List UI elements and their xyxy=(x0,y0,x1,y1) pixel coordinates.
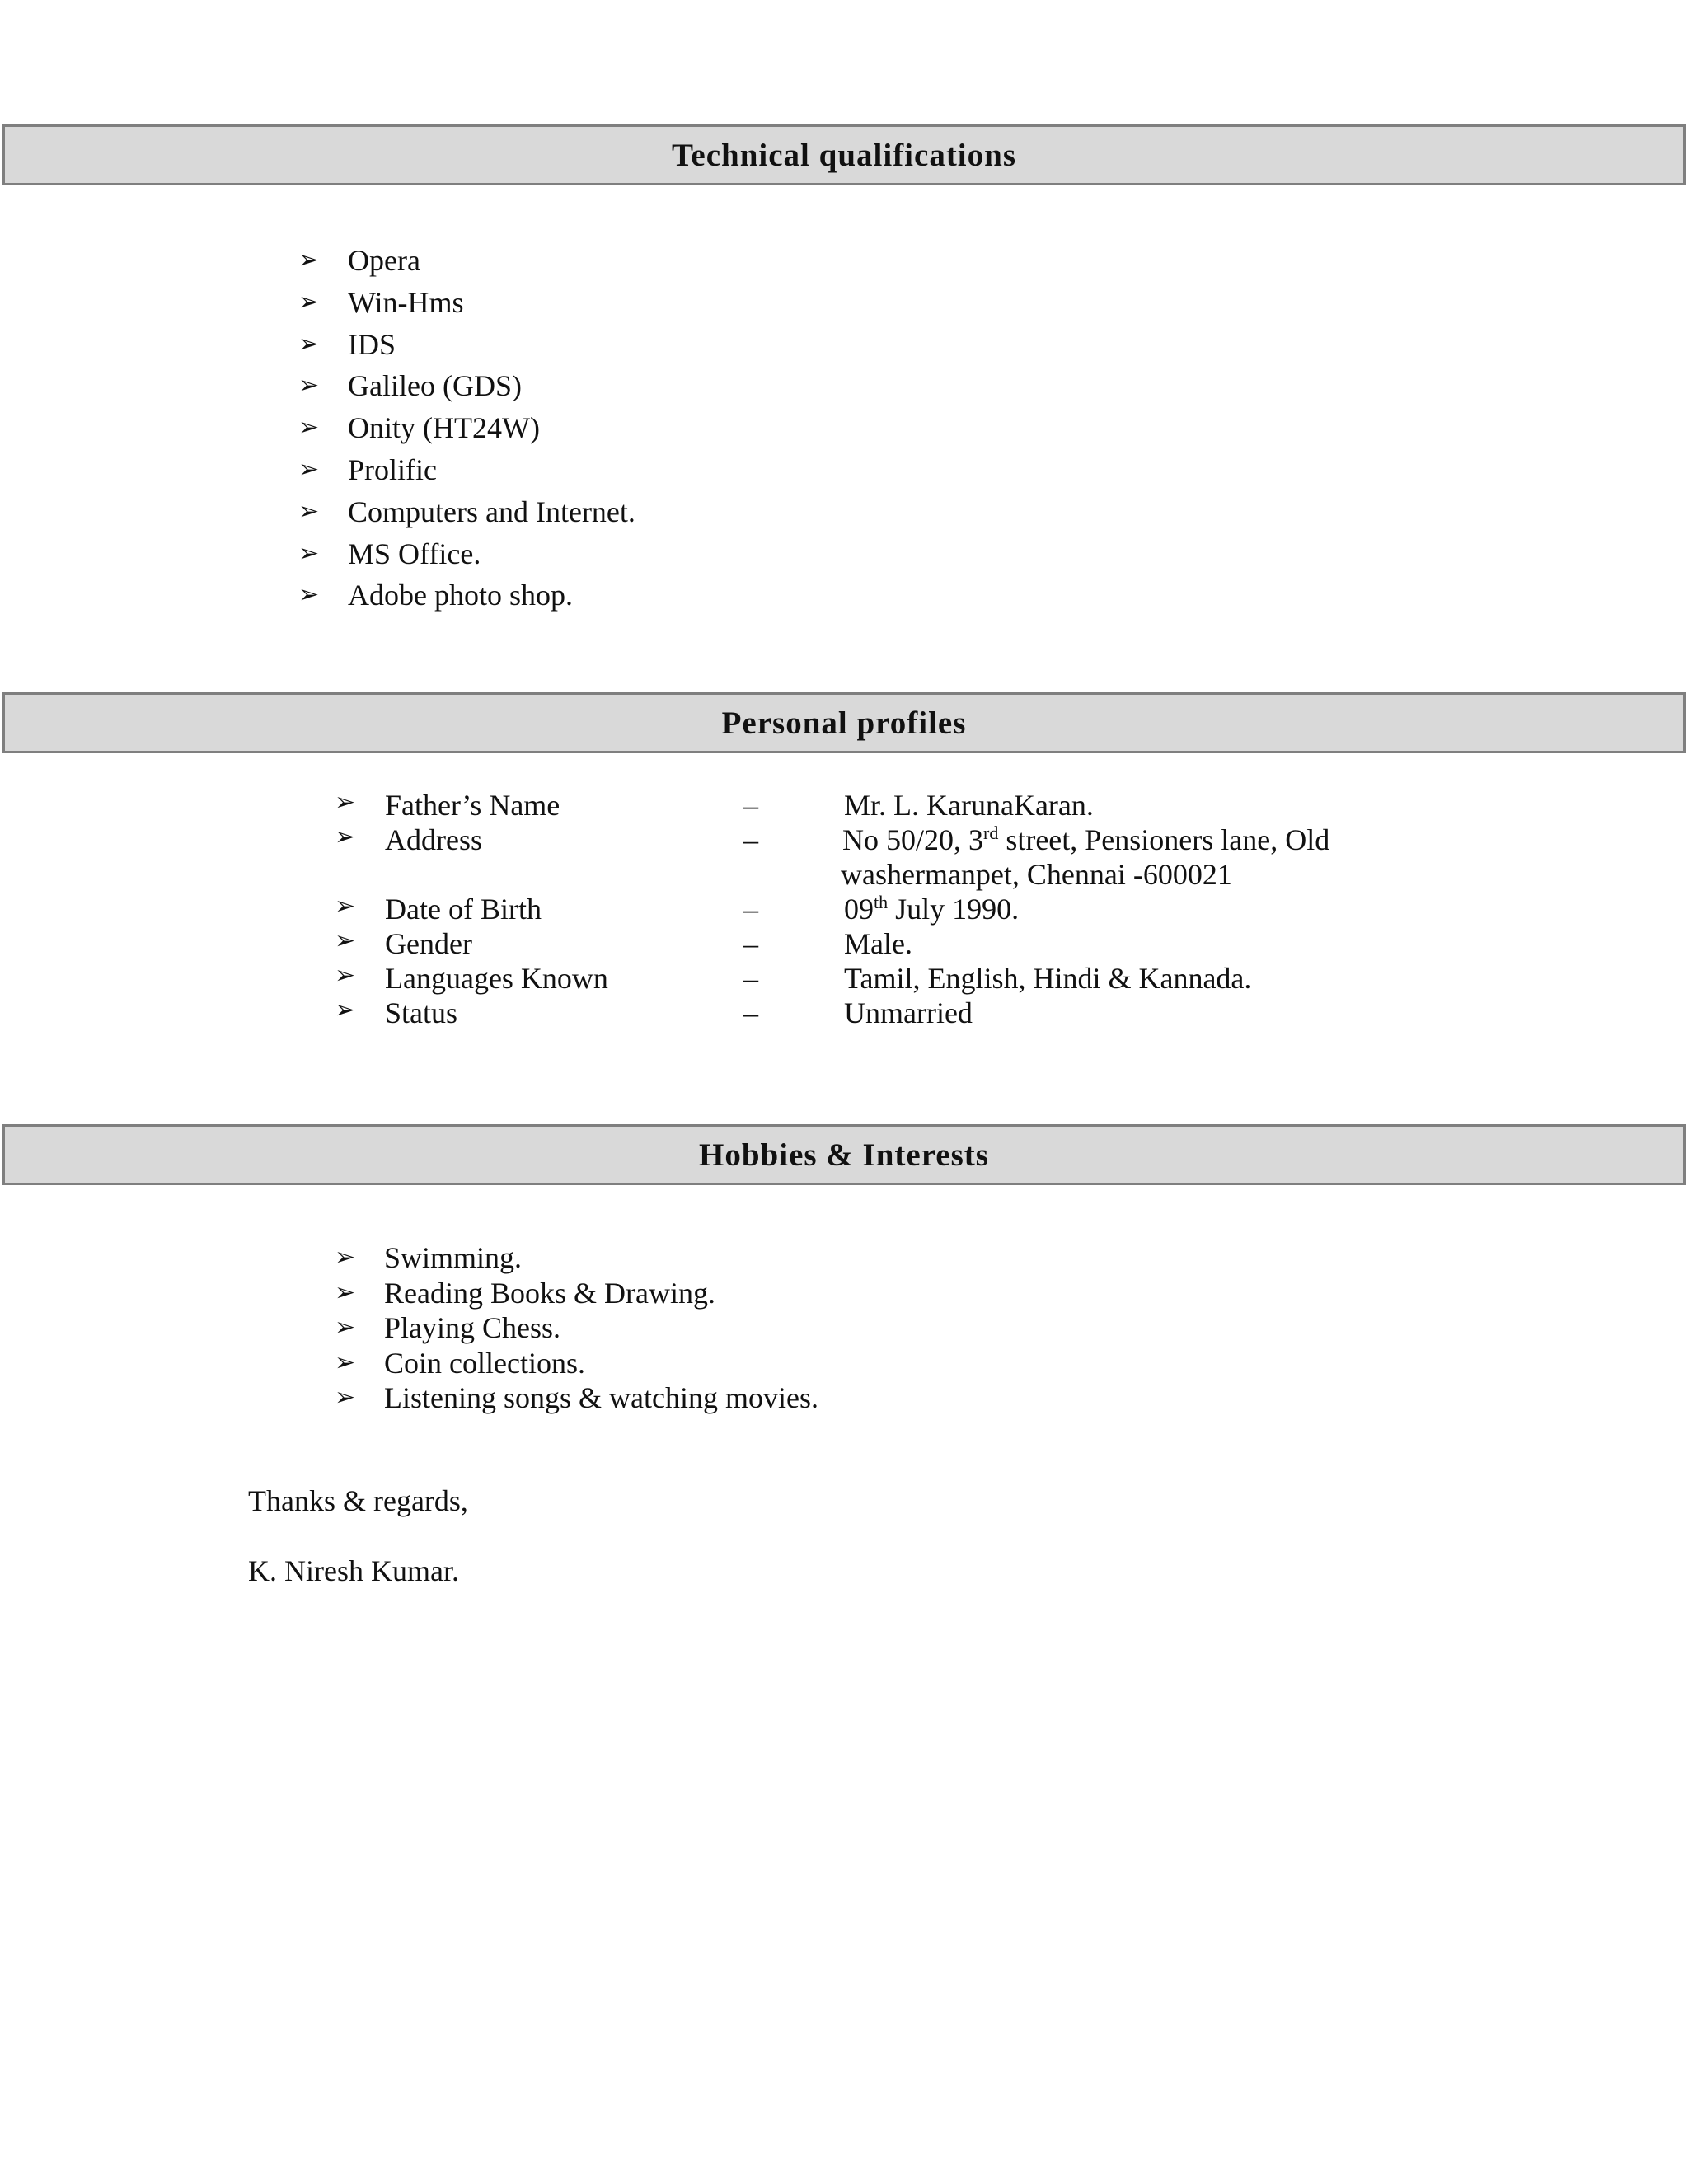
profile-label: Address xyxy=(385,823,482,856)
profile-label: Date of Birth xyxy=(385,893,542,926)
personal-profiles-header xyxy=(2,692,1686,753)
profile-value: Mr. L. KarunaKaran. xyxy=(844,789,1094,822)
list-item: ➢ IDS xyxy=(298,324,635,366)
arrow-bullet-icon: ➢ xyxy=(335,1243,356,1272)
arrow-bullet-icon: ➢ xyxy=(335,926,356,955)
profile-label: Father’s Name xyxy=(385,789,560,822)
arrow-bullet-icon: ➢ xyxy=(298,538,320,568)
list-item: ➢ Listening songs & watching movies. xyxy=(335,1381,818,1415)
profile-label: Gender xyxy=(385,927,472,960)
list-item: ➢ Galileo (GDS) xyxy=(298,365,635,407)
arrow-bullet-icon: ➢ xyxy=(298,371,320,401)
list-item: ➢ MS Office. xyxy=(298,533,635,575)
arrow-bullet-icon: ➢ xyxy=(298,287,320,316)
arrow-bullet-icon: ➢ xyxy=(335,961,356,990)
profile-dash: – xyxy=(743,823,758,856)
list-item: ➢ Playing Chess. xyxy=(335,1311,561,1345)
arrow-bullet-icon: ➢ xyxy=(335,1277,356,1307)
list-item: ➢ Opera xyxy=(298,240,635,282)
technical-qualifications-list xyxy=(298,240,635,616)
arrow-bullet-icon: ➢ xyxy=(298,496,320,526)
signature-name: K. Niresh Kumar. xyxy=(248,1554,459,1587)
list-item: ➢ Swimming. xyxy=(335,1241,523,1274)
section-title: Hobbies & Interests xyxy=(699,1137,989,1173)
profile-dash: – xyxy=(743,789,758,822)
profile-dash: – xyxy=(743,996,758,1029)
arrow-bullet-icon: ➢ xyxy=(335,823,356,851)
profile-value: Male. xyxy=(844,927,912,960)
section-title: Personal profiles xyxy=(721,705,967,741)
section-title: Technical qualifications xyxy=(671,137,1017,173)
arrow-bullet-icon: ➢ xyxy=(335,1383,356,1413)
list-item: ➢ Reading Books & Drawing. xyxy=(335,1276,715,1310)
arrow-bullet-icon: ➢ xyxy=(298,413,320,443)
profile-dash: – xyxy=(743,927,758,960)
profile-dash: – xyxy=(743,962,758,995)
profile-value: Tamil, English, Hindi & Kannada. xyxy=(844,962,1252,995)
technical-qualifications-header xyxy=(2,124,1686,185)
closing-regards: Thanks & regards, xyxy=(248,1484,468,1517)
arrow-bullet-icon: ➢ xyxy=(298,246,320,274)
arrow-bullet-icon: ➢ xyxy=(298,454,320,484)
hobbies-interests-header xyxy=(2,1124,1686,1185)
profile-value: 09th July 1990. xyxy=(844,892,1020,926)
profile-value: washermanpet, Chennai -600021 xyxy=(841,858,1232,891)
arrow-bullet-icon: ➢ xyxy=(298,580,320,610)
arrow-bullet-icon: ➢ xyxy=(335,1347,356,1377)
arrow-bullet-icon: ➢ xyxy=(335,892,356,921)
arrow-bullet-icon: ➢ xyxy=(335,996,356,1024)
arrow-bullet-icon: ➢ xyxy=(335,1313,356,1343)
arrow-bullet-icon: ➢ xyxy=(298,329,320,359)
profile-value: No 50/20, 3rd street, Pensioners lane, Old xyxy=(842,823,1330,856)
list-item: ➢ Win-Hms xyxy=(298,282,635,324)
list-item: ➢ Coin collections. xyxy=(335,1346,585,1380)
list-item: ➢ Computers and Internet. xyxy=(298,491,635,533)
profile-value: Unmarried xyxy=(844,996,973,1029)
list-item: ➢ Onity (HT24W) xyxy=(298,407,635,449)
profile-label: Status xyxy=(385,996,458,1029)
list-item: ➢ Adobe photo shop. xyxy=(298,574,635,616)
arrow-bullet-icon: ➢ xyxy=(335,788,356,817)
list-item: ➢ Prolific xyxy=(298,449,635,491)
profile-label: Languages Known xyxy=(385,962,608,995)
hobbies-interests-list xyxy=(335,1240,818,1416)
profile-dash: – xyxy=(743,893,758,926)
